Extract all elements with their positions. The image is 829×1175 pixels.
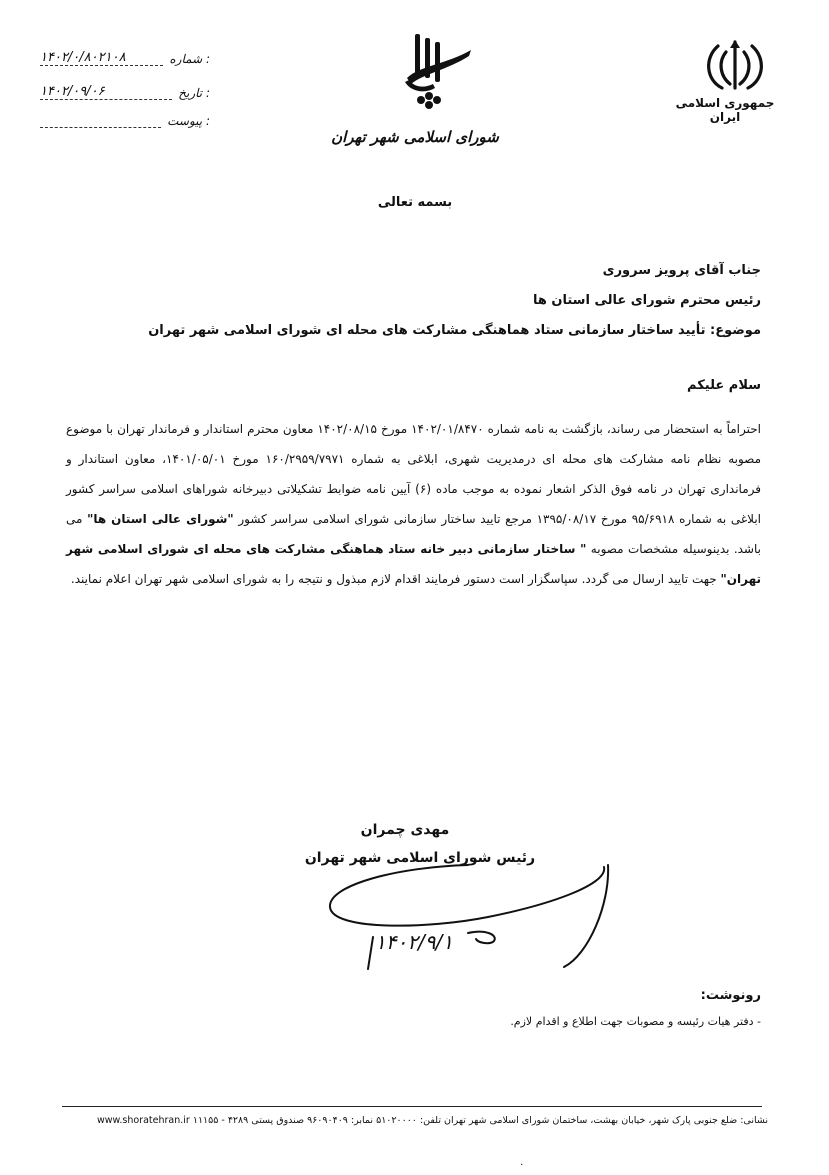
letter-subject: موضوع: تأیید ساختار سازمانی ستاد هماهنگی مشارکت های محله ای شورای اسلامی شهر تهران bbox=[148, 323, 761, 338]
signature-date: ۱۴۰۲/۹/۱ bbox=[375, 930, 453, 954]
letter-date-value: ۱۴۰۲/۰۹/۰۶ bbox=[40, 85, 172, 100]
letter-date-label: تاریخ : bbox=[178, 86, 210, 100]
tehran-council-logo bbox=[385, 30, 475, 110]
letter-attachment-value bbox=[40, 113, 161, 128]
cc-item: - دفتر هیات رئیسه و مصوبات جهت اطلاع و اقدام لازم. bbox=[510, 1015, 761, 1028]
body-text-part-1: احتراماً به استحضار می رساند، بازگشت به نامه شماره ۱۴۰۲/۰۱/۸۴۷۰ مورخ ۱۴۰۲/۰۸/۱۵ معاون محترم استاندار و فرماندار تهران با موضوع مصوبه نظام نامه مشارکت های محله ای درمدیریت شهری، ابلاغی به شماره ۱۶۰/۲۹۵۹/۷۹۷۱ مورخ ۱۴۰۱/۰۵/۰۱، معاون استاندار و فرمانداری تهران در نامه فوق الذکر اشعار نموده به موجب ماده (۶) آیین نامه ضوابط تشکیلاتی دبیرخانه شوراهای اسلامی سراسر کشور ابلاغی به شماره ۹۵/۶۹۱۸ مورخ ۱۳۹۵/۰۸/۱۷ مرجع تایید ساختار سازمانی شورای اسلامی سراسر کشور bbox=[66, 422, 762, 526]
body-bold-structure-title: " ساختار سازمانی دبیر خانه ستاد هماهنگی مشارکت های محله ای شورای اسلامی شهر تهران" bbox=[66, 542, 761, 586]
body-bold-council-name: "شورای عالی استان ها" bbox=[87, 512, 234, 526]
letter-number-value: ۱۴۰۲/۰/۸۰۲۱۰۸ bbox=[40, 51, 163, 66]
recipient-title: رئیس محترم شورای عالی استان ها bbox=[532, 293, 761, 308]
footer-address: نشانی: ضلع جنوبی پارک شهر، خیابان بهشت، ساختمان شورای اسلامی شهر تهران تلفن: ۵۱۰۲۰۰۰۰ نمابر: ۹۶۰۹۰۴۰۹ صندوق پستی ۴۲۸۹ - ۱۱۱۵۵ www.shoratehran.ir bbox=[96, 1115, 768, 1126]
letter-attachment-row bbox=[40, 108, 210, 128]
iran-emblem-logo bbox=[700, 38, 770, 94]
signer-title: رئیس شورای اسلامی شهر تهران bbox=[304, 850, 536, 866]
country-name: جمهوری اسلامی ایران bbox=[675, 96, 775, 124]
letter-date-row bbox=[40, 80, 210, 100]
footer-divider bbox=[62, 1106, 762, 1107]
recipient-name: جناب آقای پرویز سروری bbox=[602, 263, 761, 278]
page-mark: ۰ bbox=[519, 1159, 525, 1170]
council-name: شورای اسلامی شهر تهران bbox=[331, 128, 499, 146]
bismillah-heading: بسمه تعالی bbox=[377, 195, 453, 210]
letter-body bbox=[66, 414, 761, 594]
cc-title: رونوشت: bbox=[700, 988, 761, 1003]
signer-name: مهدی چمران bbox=[360, 822, 450, 838]
body-text-part-3: جهت تایید ارسال می گردد. سپاسگزار است دستور فرمایند اقدام لازم مبذول و نتیجه را به شورای اسلامی شهر تهران اعلام نمایند. bbox=[70, 572, 721, 586]
body-text-part-2: می باشد. بدینوسیله مشخصات مصوبه bbox=[66, 512, 761, 556]
letter-number-row bbox=[40, 46, 210, 66]
letter-number-label: شماره : bbox=[169, 52, 210, 66]
letter-attachment-label: پیوست : bbox=[167, 114, 210, 128]
greeting: سلام علیکم bbox=[687, 378, 761, 393]
